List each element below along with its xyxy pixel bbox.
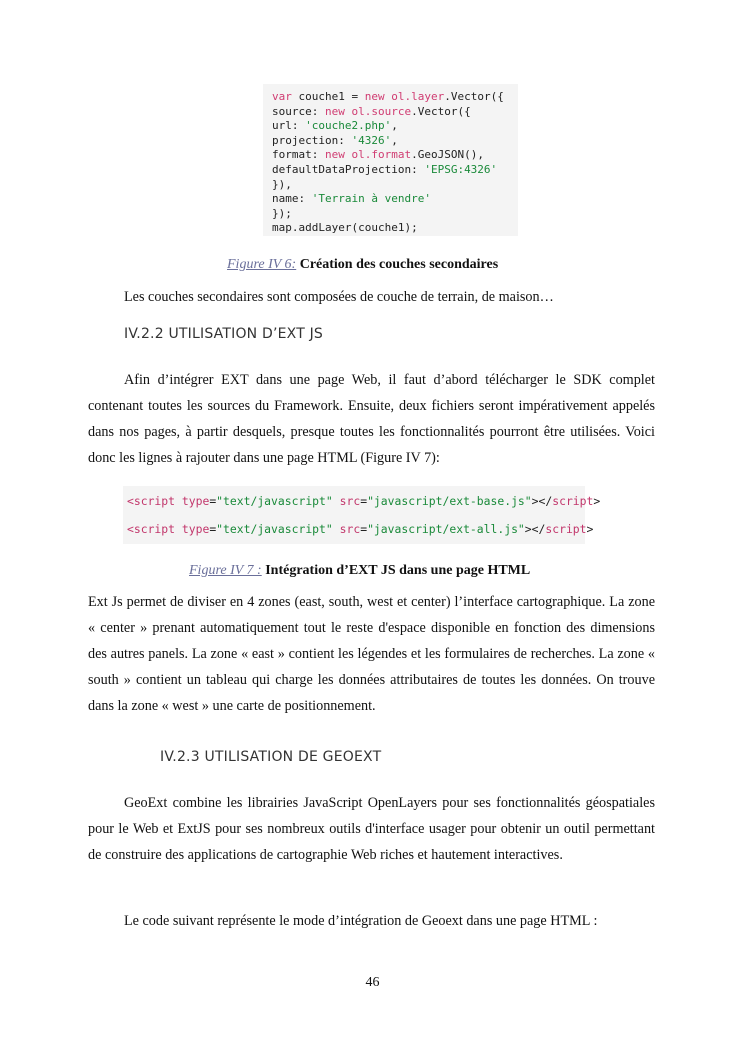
figure-label: Figure IV 6: (227, 257, 297, 272)
code-token: 'Terrain à vendre' (311, 192, 431, 206)
code-token: new (324, 148, 345, 162)
code-token: "text/javascript" (216, 494, 333, 508)
code-line (272, 134, 518, 149)
code-token: name: (272, 192, 312, 206)
code-token: var (272, 90, 292, 103)
paragraph-geoext-code-intro: Le code suivant représente le mode d’intégration de Geoext dans une page HTML : (124, 913, 598, 929)
paragraph-couches: Les couches secondaires sont composées de couche de terrain, de maison… (124, 289, 554, 305)
paragraph-ext-intro: Afin d’intégrer EXT dans une page Web, il faut d’abord télécharger le SDK complet contenant toutes les sources du Framework. Ensuite, deux fichiers seront impérativement appelés dans nos pages, à partir desquels, presque toutes les fonctionnalités pourront être utilisées. Voici donc les lignes à rajouter dans une page HTML (Figure IV 7): (88, 372, 655, 466)
code-line (272, 207, 518, 222)
code-token: .Vector({ (444, 90, 504, 103)
code-token: format: (272, 148, 325, 162)
code-token: > (586, 522, 594, 536)
code-token: new (324, 104, 345, 118)
code-line (272, 119, 518, 134)
code-line (272, 221, 518, 236)
code-token: script (545, 522, 587, 536)
code-token: script (552, 494, 594, 508)
code-token: new (364, 90, 385, 103)
code-token: url: (272, 119, 306, 133)
paragraph-ext-zones: Ext Js permet de diviser en 4 zones (east, south, west et center) l’interface cartographique. La zone « center » prenant automatiquement tout le reste d'espace disponible en fonction des dimensions des autres panels. La zone « east » contient les légendes et les formulaires de recherches. La zone « south » contient un tableau qui charge les données attributaires de toutes les données. On trouve dans la zone « west » une carte de positionnement. (88, 594, 655, 714)
code-token: "javascript/ext-base.js" (367, 494, 532, 508)
code-line (272, 90, 518, 105)
code-token: type (175, 494, 210, 508)
figure-title: Intégration d’EXT JS dans une page HTML (265, 563, 531, 578)
code-token: }), (272, 177, 292, 191)
code-token: = (209, 494, 217, 508)
code-token: ol.layer (391, 90, 445, 103)
code-token: map.addLayer(couche1); (272, 221, 418, 235)
code-line (272, 178, 518, 193)
code-line (272, 192, 518, 207)
code-token: ></ (524, 522, 546, 536)
code-token: "text/javascript" (216, 522, 333, 536)
figure-caption-iv6 (227, 257, 498, 273)
code-block-couche1 (263, 84, 518, 236)
code-token: 'EPSG:4326' (424, 162, 498, 176)
code-token: ></ (531, 494, 553, 508)
code-token: projection: (272, 133, 352, 147)
code-token: defaultDataProjection: (272, 162, 425, 176)
code-token: , (391, 119, 398, 133)
code-token: '4326' (351, 133, 392, 147)
code-token: source: (272, 104, 325, 118)
page-number: 46 (365, 975, 380, 990)
code-token: ol.source (351, 104, 412, 118)
code-token: = (209, 522, 217, 536)
code-block-script-tags (123, 486, 601, 544)
figure-label: Figure IV 7 : (189, 563, 262, 578)
code-line (272, 148, 518, 163)
code-line-ext-all (127, 522, 593, 536)
code-token: "javascript/ext-all.js" (367, 522, 525, 536)
code-token: src (332, 494, 361, 508)
section-heading-geoext: IV.2.3 UTILISATION DE GEOEXT (160, 749, 382, 765)
figure-title: Création des couches secondaires (299, 257, 499, 272)
code-token: .Vector({ (411, 104, 471, 118)
code-token: type (175, 522, 210, 536)
code-line (272, 163, 518, 178)
code-token: > (593, 494, 601, 508)
code-token: <script (127, 494, 176, 508)
code-line (272, 105, 518, 120)
code-token: = (360, 494, 368, 508)
code-token: <script (127, 522, 176, 536)
code-token: 'couche2.php' (305, 119, 392, 133)
code-line-ext-base (127, 494, 600, 508)
code-token: = (360, 522, 368, 536)
code-token: src (332, 522, 361, 536)
code-block-couche1-text (263, 84, 518, 236)
figure-caption-iv7 (189, 563, 530, 579)
code-token: couche1 = (291, 90, 365, 103)
code-token: .GeoJSON(), (411, 148, 484, 162)
section-heading-ext-js: IV.2.2 UTILISATION D’EXT JS (124, 326, 324, 342)
code-token: }); (272, 206, 292, 220)
paragraph-geoext: GeoExt combine les librairies JavaScript OpenLayers pour ses fonctionnalités géospatiales pour le Web et ExtJS pour ses nombreux outils d'interface usager pour obtenir un outil permettant de construire des applications de cartographie Web riches et hautement interactives. (88, 795, 655, 863)
code-token: , (391, 133, 398, 147)
code-token: ol.format (351, 148, 412, 162)
